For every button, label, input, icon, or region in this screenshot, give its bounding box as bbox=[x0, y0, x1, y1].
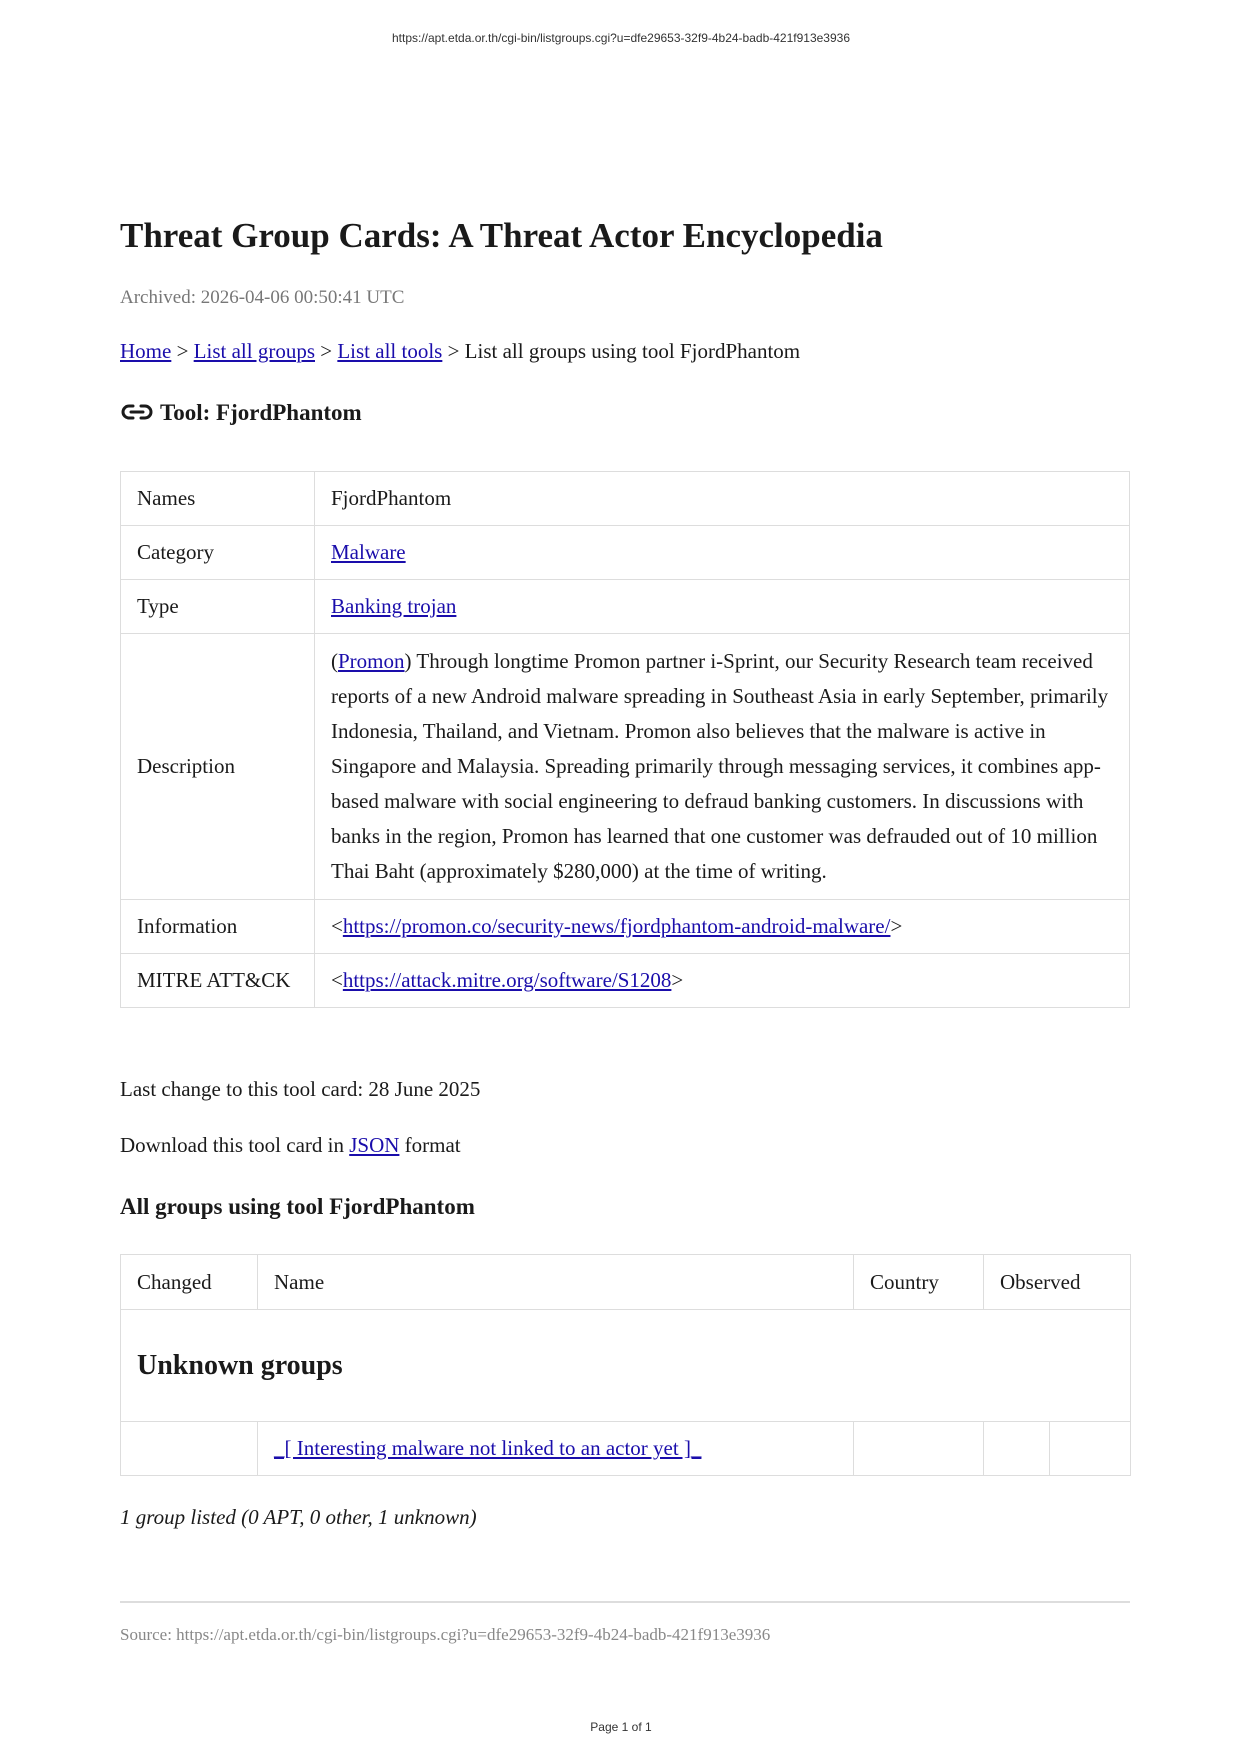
table-row bbox=[121, 526, 1130, 580]
print-header-url: https://apt.etda.or.th/cgi-bin/listgroups.cgi?u=dfe29653-32f9-4b24-badb-421f913e3936 bbox=[391, 31, 850, 45]
breadcrumb-home-link[interactable]: Home bbox=[120, 339, 172, 363]
angle-close: > bbox=[890, 914, 903, 938]
table-header-row bbox=[121, 1255, 1131, 1310]
unknown-groups-heading: Unknown groups bbox=[121, 1310, 1131, 1422]
header-country: Country bbox=[854, 1255, 984, 1310]
download-prefix: Download this tool card in bbox=[120, 1133, 350, 1157]
json-download-link[interactable]: JSON bbox=[349, 1133, 400, 1157]
names-value: FjordPhantom bbox=[315, 472, 1130, 526]
mitre-link[interactable]: https://attack.mitre.org/software/S1208 bbox=[342, 968, 672, 992]
category-label: Category bbox=[121, 526, 315, 580]
type-label: Type bbox=[121, 580, 315, 634]
description-text: ) Through longtime Promon partner i-Sprint, our Security Research team received reports of a new Android malware spreading in Southeast Asia in early September, primarily Indonesia, Thailand, and Vietnam. Promon also believes that the malware is active in Singapore and Malaysia. Spreading primarily through messaging services, it combines app-based malware with social engineering to defraud banking customers. In discussions with banks in the region, Promon has learned that one customer was defrauded out of 10 million Thai Baht (approximately $280,000) at the time of writing. bbox=[331, 649, 1109, 883]
header-observed: Observed bbox=[984, 1255, 1131, 1310]
archived-timestamp: Archived: 2026-04-06 00:50:41 UTC bbox=[120, 287, 405, 308]
information-link[interactable]: https://promon.co/security-news/fjordphantom-android-malware/ bbox=[342, 914, 891, 938]
information-label: Information bbox=[121, 900, 315, 954]
page-title: Threat Group Cards: A Threat Actor Encyclopedia bbox=[120, 216, 883, 255]
angle-close: > bbox=[671, 968, 684, 992]
breadcrumb bbox=[120, 339, 800, 364]
type-cell bbox=[315, 580, 1130, 634]
groups-summary: 1 group listed (0 APT, 0 other, 1 unknown) bbox=[120, 1505, 477, 1529]
type-link[interactable]: Banking trojan bbox=[331, 594, 457, 618]
description-source-link[interactable]: Promon bbox=[338, 649, 405, 673]
table-row bbox=[121, 1422, 1131, 1476]
information-cell bbox=[315, 900, 1130, 954]
group-link[interactable]: _[ Interesting malware not linked to an actor yet ]_ bbox=[274, 1436, 702, 1460]
header-changed: Changed bbox=[121, 1255, 258, 1310]
angle-open: < bbox=[331, 914, 343, 938]
last-change-text: Last change to this tool card: 28 June 2025 bbox=[120, 1077, 481, 1101]
breadcrumb-tools-link[interactable]: List all tools bbox=[337, 339, 443, 363]
table-row bbox=[121, 900, 1130, 954]
table-row bbox=[121, 472, 1130, 526]
download-line bbox=[120, 1133, 461, 1158]
header-name: Name bbox=[258, 1255, 854, 1310]
row-extra bbox=[1050, 1422, 1131, 1476]
row-country bbox=[854, 1422, 984, 1476]
groups-table bbox=[120, 1254, 1131, 1476]
description-paren: ( bbox=[331, 649, 338, 673]
breadcrumb-current: > List all groups using tool FjordPhantom bbox=[442, 339, 801, 363]
category-cell bbox=[315, 526, 1130, 580]
angle-open: < bbox=[331, 968, 343, 992]
mitre-label: MITRE ATT&CK bbox=[121, 954, 315, 1008]
breadcrumb-separator: > bbox=[171, 339, 194, 363]
tool-heading bbox=[120, 400, 362, 426]
download-suffix: format bbox=[399, 1133, 461, 1157]
description-value bbox=[315, 634, 1130, 900]
link-icon bbox=[120, 402, 154, 424]
names-label: Names bbox=[121, 472, 315, 526]
source-url: Source: https://apt.etda.or.th/cgi-bin/listgroups.cgi?u=dfe29653-32f9-4b24-badb-421f913e3936 bbox=[120, 1625, 771, 1644]
table-row bbox=[121, 634, 1130, 900]
description-label: Description bbox=[121, 634, 315, 900]
tool-heading-text: Tool: FjordPhantom bbox=[160, 400, 362, 425]
table-row bbox=[121, 580, 1130, 634]
page-number: Page 1 of 1 bbox=[590, 1720, 652, 1734]
row-changed bbox=[121, 1422, 258, 1476]
row-observed bbox=[984, 1422, 1050, 1476]
mitre-cell bbox=[315, 954, 1130, 1008]
category-link[interactable]: Malware bbox=[331, 540, 406, 564]
table-row bbox=[121, 954, 1130, 1008]
row-name bbox=[258, 1422, 854, 1476]
tool-card-table bbox=[120, 471, 1130, 1008]
breadcrumb-separator: > bbox=[315, 339, 338, 363]
breadcrumb-groups-link[interactable]: List all groups bbox=[193, 339, 315, 363]
groups-section-title: All groups using tool FjordPhantom bbox=[120, 1194, 475, 1219]
footer-divider bbox=[120, 1601, 1130, 1603]
table-section-row bbox=[121, 1310, 1131, 1422]
